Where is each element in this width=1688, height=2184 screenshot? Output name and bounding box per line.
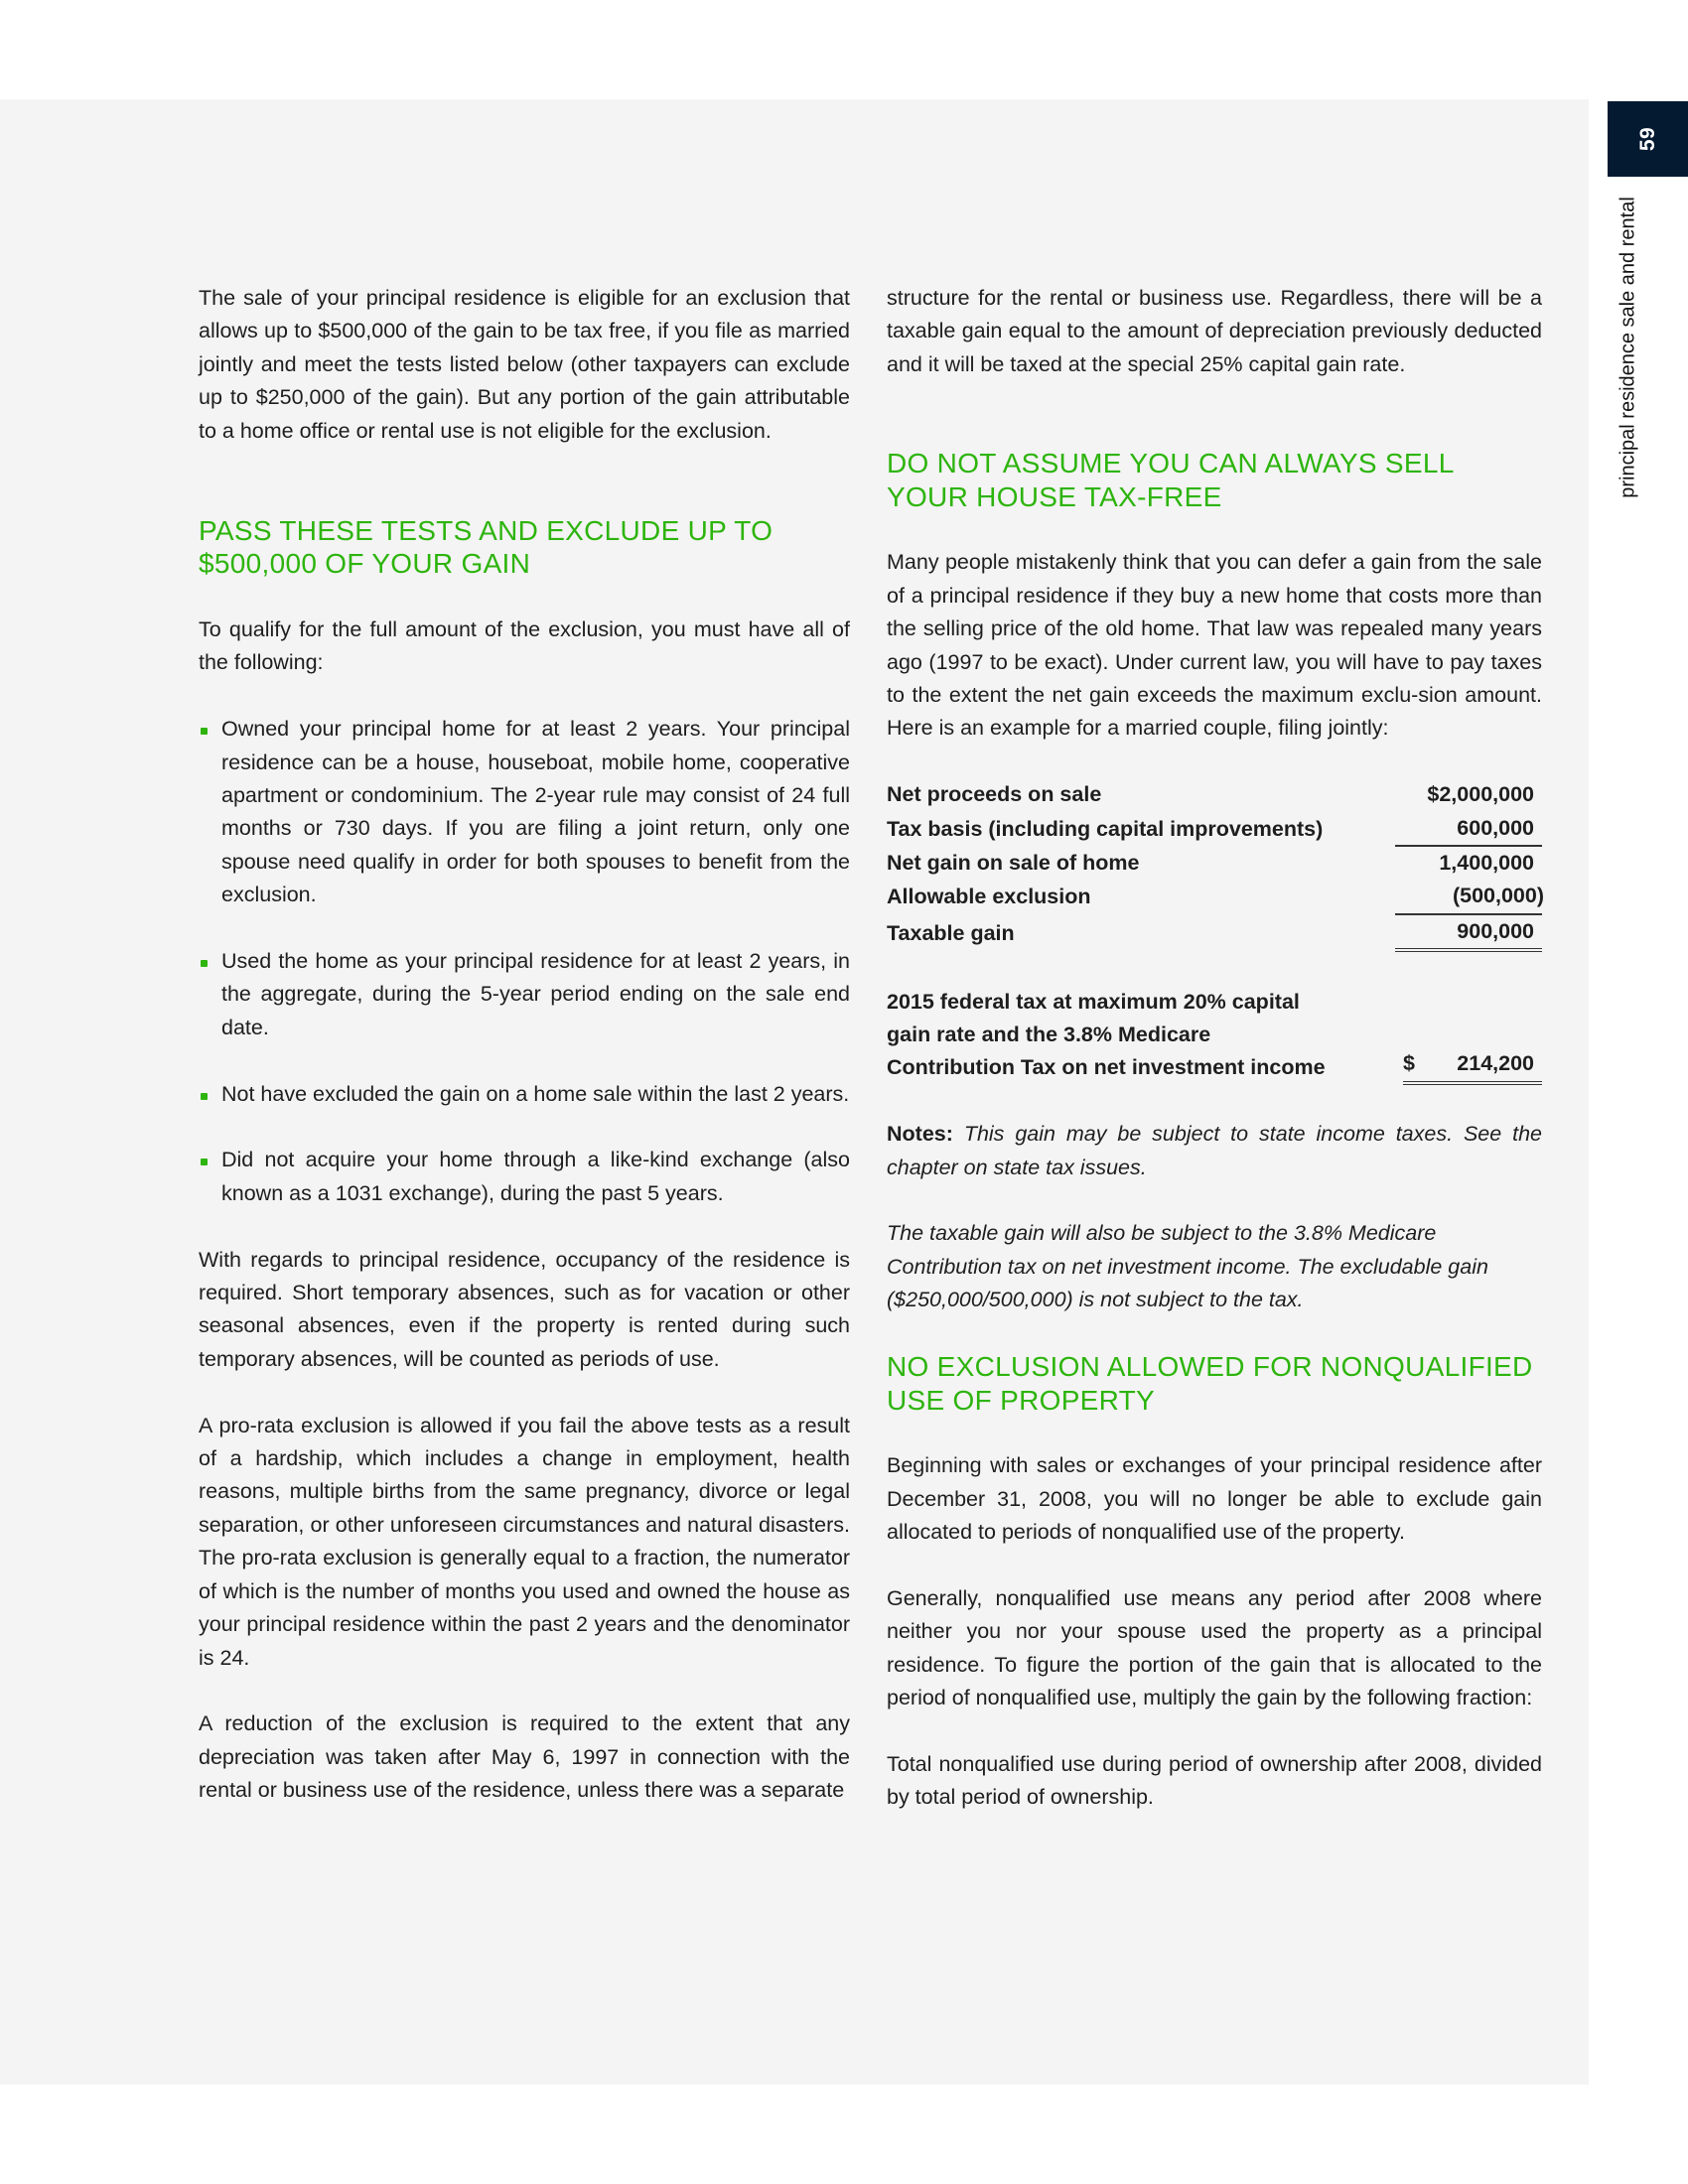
right-column [887,282,1542,1815]
table-row: Net gain on sale of home 1,400,000 [887,851,1534,876]
table-row: Net proceeds on sale $2,000,000 [887,782,1534,807]
beginning-paragraph: Beginning with sales or exchanges of your principal residence after December 31, 2008, you will no longer be able to exclude gain allocated to periods of nonqualified use of the property. [887,1453,1542,1545]
heading-do-not-assume: DO NOT ASSUME YOU CAN ALWAYS SELL YOUR HOUSE TAX-FREE [887,448,1454,512]
page-number-tab [1608,101,1688,177]
qualify-paragraph: To qualify for the full amount of the exclusion, you must have all of the following: [199,617,850,675]
fraction-paragraph: Total nonqualified use during period of ownership after 2008, divided by total period of ownership. [887,1751,1542,1810]
federal-tax-amount: $ 214,200 [1403,1047,1542,1084]
occupancy-paragraph: With regards to principal residence, occupancy of the residence is required. Short temporary absences, such as for vacation or other seasonal absences, even if the property is rented during such temporary absences, will be counted as periods of use. [199,1247,850,1371]
heading-pass-tests: PASS THESE TESTS AND EXCLUDE UP TO $500,000 OF YOUR GAIN [199,514,774,580]
bullet-icon [201,1159,208,1165]
bullet-icon [201,728,208,735]
mistaken-paragraph: Many people mistakenly think that you can defer a gain from the sale of a principal residence if they buy a new home that costs more than the selling price of the old home. That law was repealed many years ago (1997 to be exact). Under current law, you will have to pay taxes to the extent the net gain exceeds the maximum exclu-sion amount. Here is an example for a married couple, filing jointly: [887,550,1542,741]
intro-paragraph: The sale of your principal residence is eligible for an exclusion that allows up to $500,000 of the gain to be tax free, if you file as married jointly and meet the tests listed below (other taxpayers can exclude up to $250,000 of the gain). But any portion of the gain attributable to a home office or rental use is not eligible for the exclusion. [199,286,850,443]
left-column [199,282,850,1808]
list-item: Owned your principal home for at least 2 years. Your principal residence can be a house, houseboat, mobile home, cooperative apartment or condominium. The 2-year rule may consist of 24 full months or 730 days. If you are filing a joint return, only one spouse need qualify in order for both spouses to benefit from the exclusion. [199,713,850,911]
list-item: Used the home as your principal residence for at least 2 years, in the aggregate, during the 5-year period ending on the sale end date. [199,945,850,1044]
table-row: Allowable exclusion (500,000) [887,880,1542,913]
list-item: Did not acquire your home through a like-kind exchange (also known as a 1031 exchange), during the past 5 years. [199,1144,850,1210]
list-item: Not have excluded the gain on a home sale within the last 2 years. [199,1078,850,1111]
heading-no-exclusion: NO EXCLUSION ALLOWED FOR NONQUALIFIED USE OF PROPERTY [887,1351,1533,1416]
continued-paragraph: structure for the rental or business use. Regardless, there will be a taxable gain equal to the amount of depreciation previously deducted and it will be taxed at the special 25% capital gain rate. [887,286,1542,376]
generally-paragraph: Generally, nonqualified use means any period after 2008 where neither you nor your spouse used the property as a principal residence. To figure the portion of the gain that is allocated to the period of nonqualified use, multiply the gain by the following fraction: [887,1585,1542,1710]
requirements-list [199,713,850,1210]
federal-tax-block: 2015 federal tax at maximum 20% capital gain rate and the 3.8% Medicare Contribution Tax on net investment income $ 214,200 [887,986,1542,1085]
section-label: principal residence sale and rental [1617,197,1639,498]
table-row: Tax basis (including capital improvements) 600,000 [887,812,1542,846]
reduction-paragraph: A reduction of the exclusion is required to the extent that any depreciation was taken after May 6, 1997 in connection with the rental or business use of the residence, unless there was a separate [199,1711,850,1803]
gain-calculation-table [887,778,1542,952]
table-row: Taxable gain 900,000 [887,914,1542,950]
notes-paragraph: Notes: This gain may be subject to state income taxes. See the chapter on state tax issues. [887,1122,1542,1179]
medicare-note: The taxable gain will also be subject to the 3.8% Medicare Contribution tax on net investment income. The excludable gain ($250,000/500,000) is not subject to the tax. [887,1221,1488,1312]
prorata-paragraph: A pro-rata exclusion is allowed if you fail the above tests as a result of a hardship, which includes a change in employment, health reasons, multiple births from the same pregnancy, divorce or legal separation, or other unforeseen circumstances and natural disasters. The pro-rata exclusion is generally equal to a fraction, the numerator of which is the number of months you used and owned the house as your principal residence within the past 2 years and the denominator is 24. [199,1413,850,1670]
page-number: 59 [1635,126,1659,152]
bullet-icon [201,960,208,967]
bullet-icon [201,1093,208,1100]
